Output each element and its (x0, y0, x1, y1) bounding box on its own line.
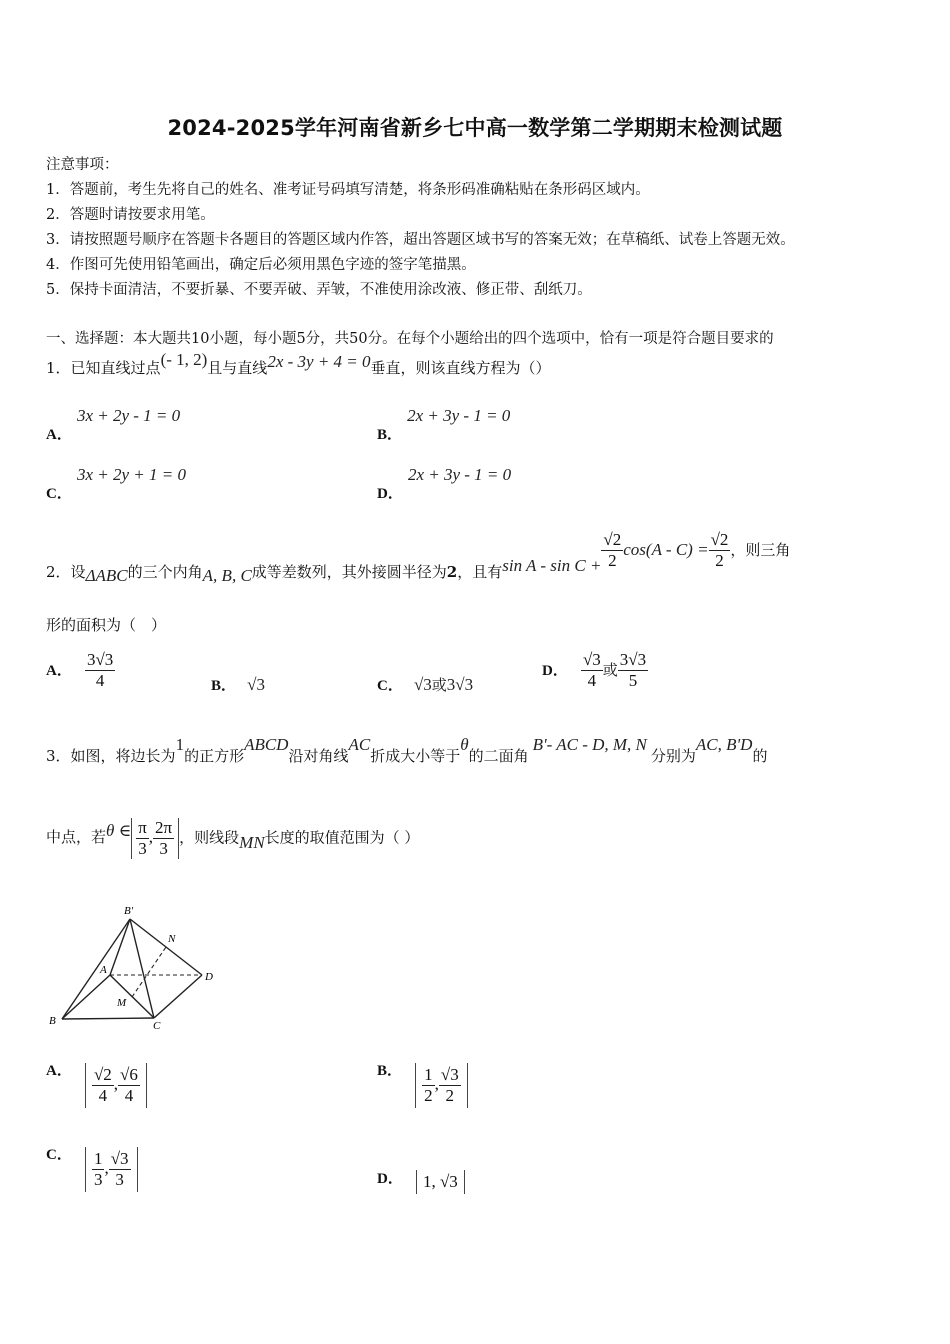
math-mn: MN (239, 833, 265, 853)
option-expr: $\frac{1}{3}$ , $\frac{√3}{3}$ (85, 1147, 138, 1192)
option-label: D． (377, 1171, 403, 1187)
notice-item: 1．答题前，考生先将自己的姓名、准考证号码填写清楚，将条形码准确粘贴在条形码区域内。 (46, 182, 650, 198)
math-diagonal: AC (348, 735, 371, 754)
option-a[interactable] (46, 650, 115, 691)
option-label: A． (46, 663, 72, 679)
question-2 (46, 530, 791, 585)
math-point: (- 1, 2) (160, 350, 208, 369)
math-equation: cos(A - C) = (623, 539, 709, 559)
option-label: C． (377, 678, 403, 694)
question-text: 形的面积为（ ） (46, 616, 167, 634)
option-expr: $\frac{3√3}{5}$ (619, 650, 647, 690)
notice-item: 2．答题时请按要求用笔。 (46, 207, 215, 223)
option-c[interactable] (46, 464, 186, 502)
geometry-figure (44, 900, 224, 1035)
option-c[interactable] (46, 1147, 138, 1192)
question-text: 的 (752, 747, 768, 765)
edge-line (154, 975, 202, 1018)
question-text: 设 (70, 562, 86, 581)
option-c[interactable] (377, 674, 473, 695)
math-interval: $\frac{\pi}{3}$ , $\frac{2\pi}{3}$ (131, 818, 179, 859)
figure-label: M (117, 997, 127, 1009)
question-text: 中点，若 (46, 828, 107, 847)
question-text: ，且有 (457, 562, 503, 581)
option-label: D． (377, 486, 403, 502)
notice-item: 3．请按照题号顺序在答题卡各题目的答题区域内作答，超出答题区域书写的答案无效；在草稿纸、试卷上答题无效。 (46, 232, 795, 248)
option-label: A． (46, 1063, 72, 1080)
figure-label: A (100, 964, 107, 976)
question-text: 成等差数列，其外接圆半径为 (251, 562, 447, 581)
option-label: B． (211, 678, 237, 694)
edge-line (130, 919, 202, 975)
question-3-line-2 (46, 818, 419, 859)
option-expr: 1, √3 (416, 1170, 465, 1194)
question-3 (46, 734, 768, 765)
figure-label: C (153, 1020, 161, 1032)
question-text: 垂直，则该直线方程为（） (370, 359, 551, 377)
option-expr: 2x + 3y - 1 = 0 (407, 406, 511, 425)
question-text: ，则三角 (730, 540, 791, 559)
math-fraction: $\frac{√2}{2}$ (710, 530, 729, 570)
question-text: 如图，将边长为 (70, 747, 176, 765)
question-1 (46, 350, 551, 378)
option-expr: $\frac{√2}{4}$ , $\frac{√6}{4}$ (85, 1063, 147, 1108)
edge-line (110, 919, 130, 975)
option-expr: 2x + 3y - 1 = 0 (407, 465, 512, 484)
option-label: C． (46, 486, 72, 502)
question-text: 折成大小等于 (370, 747, 461, 765)
option-label: A． (46, 427, 72, 443)
edge-line (62, 975, 110, 1019)
math-equation: sin A - sin C + (502, 555, 602, 575)
option-expr: 3√3 (446, 675, 474, 694)
option-expr: $\frac{√3}{4}$ (582, 650, 601, 690)
notice-heading: 注意事项： (46, 157, 119, 173)
question-text: 长度的取值范围为（ ） (264, 828, 420, 847)
option-or: 或 (602, 661, 618, 679)
question-text: 的二面角 (468, 747, 529, 765)
figure-label: N (168, 933, 176, 945)
option-d[interactable] (377, 1170, 465, 1194)
math-square: ABCD (244, 735, 289, 754)
section-heading: 一、选择题：本大题共10小题，每小题5分，共50分。在每个小题给出的四个选项中，恰有一项是符合题目要求的 (46, 331, 774, 347)
notice-item: 5．保持卡面清洁，不要折暴、不要弄破、弄皱，不准使用涂改液、修正带、刮纸刀。 (46, 282, 592, 298)
figure-label: B (49, 1015, 56, 1027)
edge-line (130, 919, 154, 1018)
option-b[interactable] (211, 674, 265, 695)
question-text: 分别为 (650, 747, 696, 765)
option-label: C． (46, 1147, 72, 1164)
figure-label: D (205, 971, 213, 983)
option-b[interactable] (377, 405, 511, 443)
math-angles: A, B, C (202, 565, 252, 585)
question-text: ，则线段 (179, 828, 240, 847)
option-label: B． (377, 1063, 403, 1080)
notice-item: 4．作图可先使用铅笔画出，确定后必须用黑色字迹的签字笔描黑。 (46, 257, 476, 273)
math-dihedral: B'- AC - D, M, N (532, 735, 647, 754)
option-expr: √3 (413, 675, 432, 694)
edge-line (62, 1018, 154, 1019)
option-expr: $\frac{3√3}{4}$ (86, 650, 114, 690)
question-text: 的正方形 (184, 747, 245, 765)
option-d[interactable] (377, 464, 512, 502)
option-b[interactable] (377, 1063, 468, 1108)
option-d[interactable] (542, 650, 648, 691)
question-number: 2． (46, 562, 71, 581)
page-title: 2024-2025学年河南省新乡七中高一数学第二学期期末检测试题 (167, 116, 783, 140)
option-or: 或 (431, 676, 447, 694)
option-expr: √3 (247, 675, 265, 694)
math-line: 2x - 3y + 4 = 0 (267, 352, 371, 371)
figure-label: B' (124, 905, 134, 917)
option-expr: 3x + 2y + 1 = 0 (76, 465, 186, 484)
question-text: 的三个内角 (127, 562, 203, 581)
option-expr: 3x + 2y - 1 = 0 (76, 406, 181, 425)
question-text: 且与直线 (207, 359, 268, 377)
math-theta: θ (460, 735, 469, 754)
option-a[interactable] (46, 405, 181, 443)
question-number: 1． (46, 359, 71, 377)
math-radius: 2 (446, 562, 458, 581)
option-a[interactable] (46, 1063, 147, 1108)
question-text: 已知直线过点 (70, 359, 161, 377)
math-one: 1 (175, 735, 185, 754)
math-fraction: $\frac{√2}{2}$ (603, 530, 622, 570)
math-range: θ ∈ (106, 821, 132, 841)
dashed-line (132, 947, 166, 997)
question-number: 3． (46, 747, 71, 765)
question-text: 沿对角线 (288, 747, 349, 765)
math-triangle: ΔABC (85, 565, 128, 585)
option-expr: $\frac{1}{2}$ , $\frac{√3}{2}$ (415, 1063, 468, 1108)
option-label: B． (377, 427, 403, 443)
option-label: D． (542, 663, 568, 679)
math-segments: AC, B'D (695, 735, 753, 754)
